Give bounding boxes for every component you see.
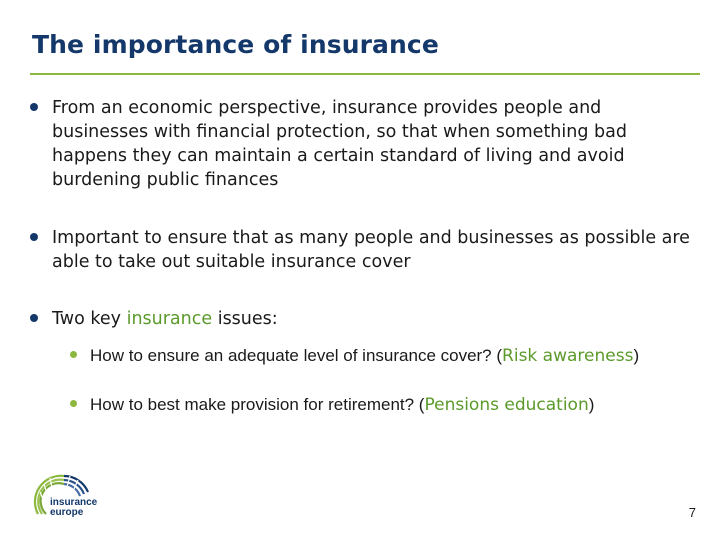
- bullet-dot-icon: [30, 314, 38, 322]
- page-number: 7: [688, 505, 696, 520]
- sub-bullet-suffix: ): [633, 346, 640, 365]
- bullet-dot-icon: [30, 103, 38, 111]
- sub-bullet-highlight: Pensions education: [424, 395, 589, 415]
- bullet-highlight: insurance: [126, 309, 213, 329]
- logo-text-line1: insurance: [50, 497, 98, 508]
- bullet-text-suffix: issues:: [212, 309, 278, 329]
- sub-bullet-prefix: How to ensure an adequate level of insurance cover? (: [90, 346, 503, 365]
- logo-wordmark: [50, 498, 97, 518]
- sub-bullet-dot-icon: [70, 351, 77, 358]
- bullet-text: From an economic perspective, insurance provides people and businesses with financial protection, so that when something bad happens they can maintain a certain standard of living and avoid burdening public finances: [52, 98, 627, 190]
- title-divider: [30, 73, 700, 75]
- sub-bullet-prefix: How to best make provision for retirement? (: [90, 395, 425, 414]
- sub-bullet-suffix: ): [588, 395, 595, 414]
- slide-title: The importance of insurance: [32, 30, 439, 59]
- sub-bullet-highlight: Risk awareness: [502, 346, 634, 366]
- bullet-dot-icon: [30, 233, 38, 241]
- sub-bullet-text: [90, 394, 690, 416]
- sub-bullet-text: [90, 345, 690, 367]
- bullet-text-prefix: Two key: [52, 309, 127, 329]
- logo-text-line2: europe: [50, 507, 84, 518]
- bullet-text: Important to ensure that as many people and businesses as possible are able to take out suitable insurance cover: [52, 228, 690, 272]
- bullet-text: [52, 307, 690, 331]
- sub-bullet-dot-icon: [70, 400, 77, 407]
